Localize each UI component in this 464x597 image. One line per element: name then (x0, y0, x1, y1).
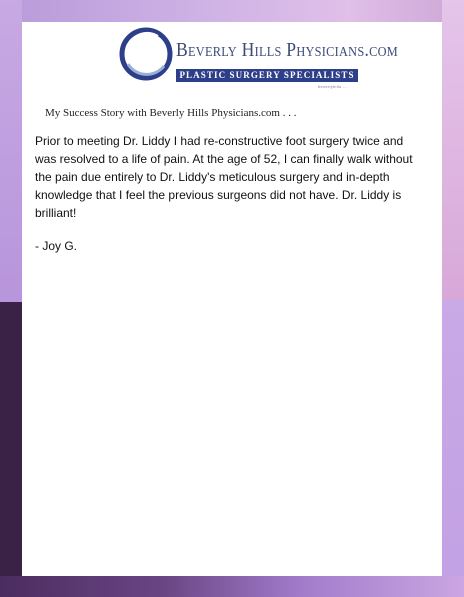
testimonial-line: was resolved to a life of pain. At the age of 52, I can finally walk without (35, 152, 413, 166)
logo-swoosh-icon (118, 26, 174, 82)
frame-left-border-lower (0, 302, 22, 597)
frame-top-border (0, 0, 464, 22)
logo-brand-text: Beverly Hills Physicians.com (176, 39, 398, 61)
frame-left-border-upper (0, 0, 22, 302)
testimonial-line: the pain due entirely to Dr. Liddy's meticulous surgery and in-depth (35, 170, 390, 184)
testimonial-line: Prior to meeting Dr. Liddy I had re-constructive foot surgery twice and (35, 134, 404, 148)
story-heading: My Success Story with Beverly Hills Physicians.com . . . (45, 107, 297, 119)
letter-paper (22, 22, 442, 576)
testimonial-line: brilliant! (35, 206, 77, 220)
logo-tagline-bar (176, 69, 358, 82)
logo-brand-name (176, 39, 398, 62)
testimonial-line: knowledge that I feel the previous surgeons did not have. Dr. Liddy is (35, 188, 402, 202)
brand-logo (118, 26, 398, 96)
logo-fine-print: beverlyhills ... (318, 84, 348, 89)
frame-right-border-lower (442, 300, 464, 597)
frame-bottom-border (0, 576, 464, 597)
testimonial-signature: - Joy G. (35, 239, 78, 253)
testimonial-body (35, 132, 435, 222)
frame-right-border-upper (442, 0, 464, 300)
logo-tagline: PLASTIC SURGERY SPECIALISTS (179, 70, 355, 80)
